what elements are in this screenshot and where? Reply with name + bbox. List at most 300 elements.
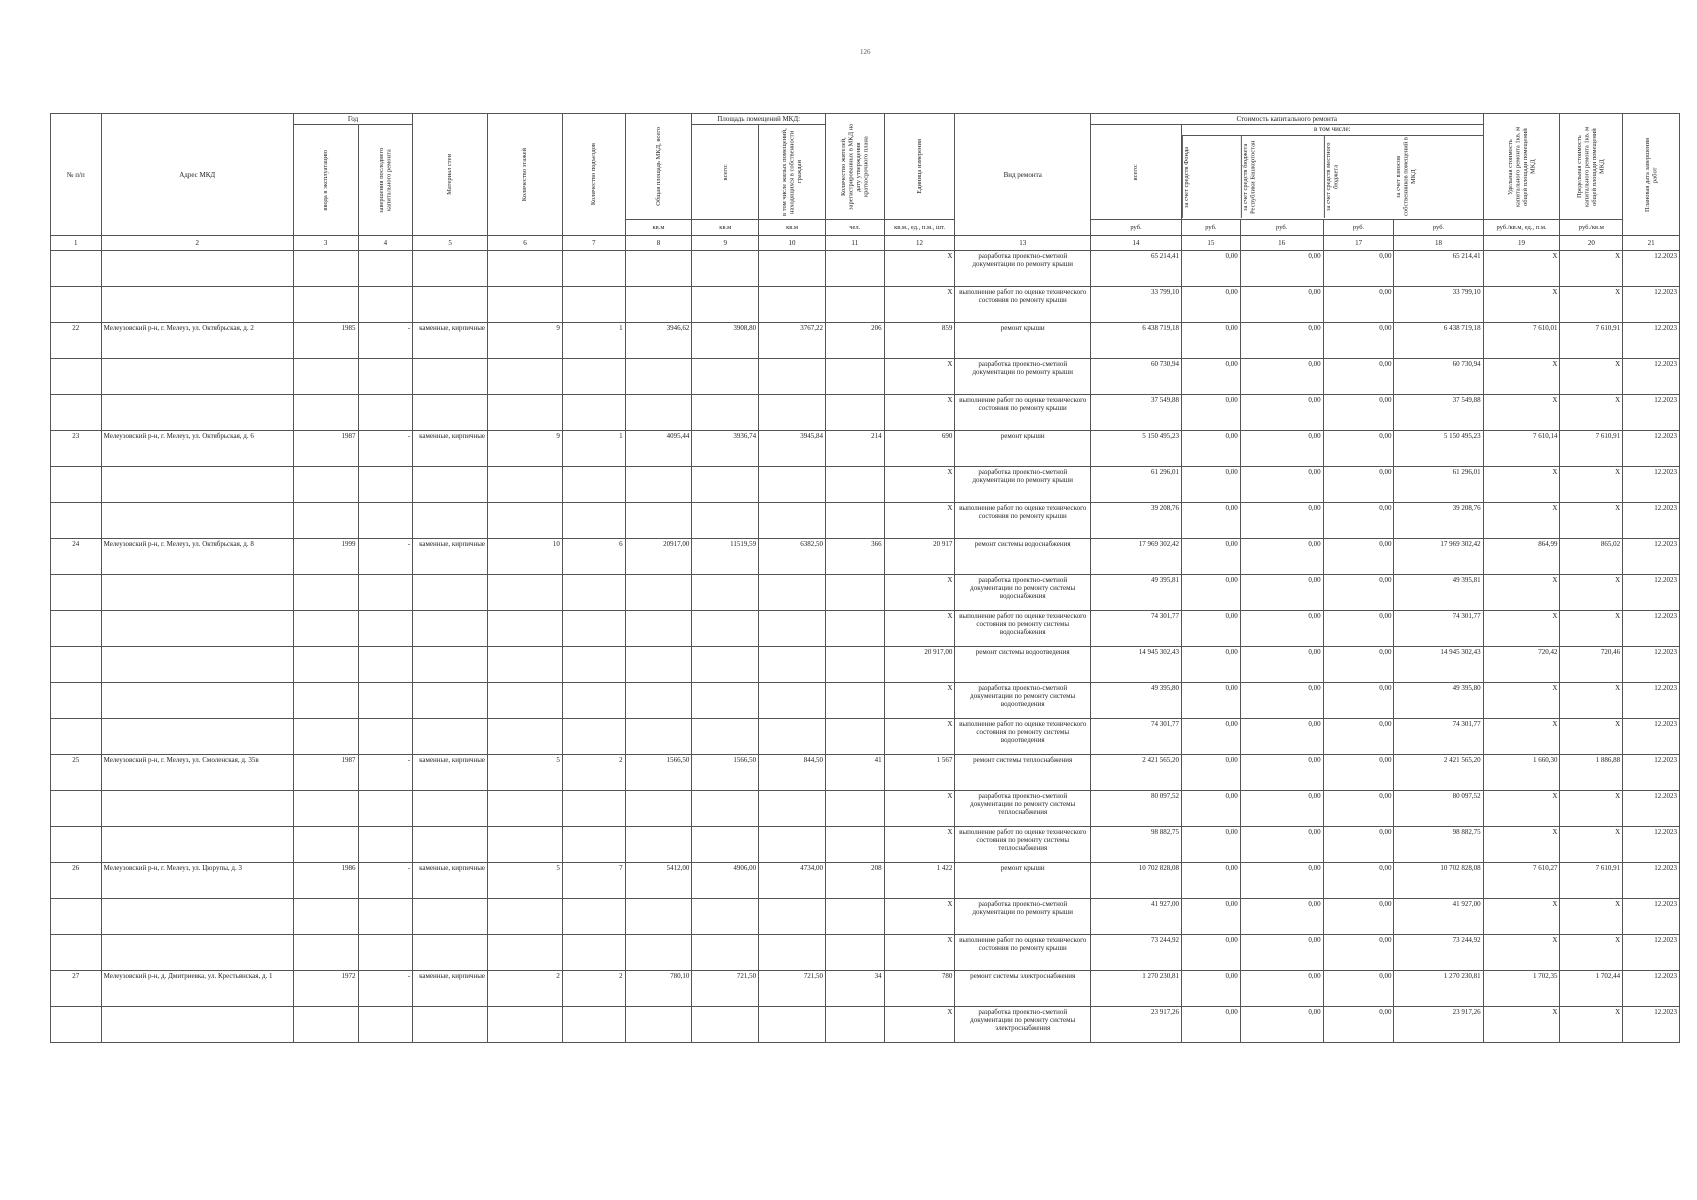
column-number: 15 bbox=[1182, 236, 1241, 251]
unit-cell: 1 567 bbox=[884, 755, 955, 791]
year-cell bbox=[293, 287, 358, 323]
cost-owners-cell: 60 730,94 bbox=[1394, 359, 1483, 395]
material-cell: каменные, кирпичные bbox=[413, 755, 488, 791]
max-cost-cell: 7 610,91 bbox=[1560, 323, 1623, 359]
cost-owners-cell: 33 799,10 bbox=[1394, 287, 1483, 323]
unit-cell: X bbox=[884, 611, 955, 647]
residents-cell bbox=[825, 719, 884, 755]
total-area-cell bbox=[625, 719, 692, 755]
floors-cell: 2 bbox=[488, 971, 563, 1007]
cost-republic-cell: 0,00 bbox=[1240, 899, 1323, 935]
unit-cost-cell: X bbox=[1483, 683, 1560, 719]
year-cell: 1999 bbox=[293, 539, 358, 575]
year-cell: 1987 bbox=[293, 431, 358, 467]
residential-area-cell bbox=[759, 467, 826, 503]
cost-local-cell: 0,00 bbox=[1323, 683, 1394, 719]
cost-total-cell: 33 799,10 bbox=[1090, 287, 1181, 323]
repair-type-cell: разработка проектно-сметной документации по ремонту крыши bbox=[955, 467, 1091, 503]
cost-local-cell: 0,00 bbox=[1323, 899, 1394, 935]
row-number: 24 bbox=[51, 539, 102, 575]
cost-owners-cell: 74 301,77 bbox=[1394, 611, 1483, 647]
plan-date-cell: 12.2023 bbox=[1623, 359, 1680, 395]
residents-cell bbox=[825, 935, 884, 971]
entrances-cell: 1 bbox=[562, 323, 625, 359]
cost-republic-cell: 0,00 bbox=[1240, 503, 1323, 539]
premises-area-cell bbox=[692, 611, 759, 647]
unit-10: кв.м bbox=[759, 220, 826, 236]
residents-cell: 206 bbox=[825, 323, 884, 359]
cost-total-cell: 73 244,92 bbox=[1090, 935, 1181, 971]
max-cost-cell: X bbox=[1560, 683, 1623, 719]
total-area-cell bbox=[625, 251, 692, 287]
plan-date-cell: 12.2023 bbox=[1623, 431, 1680, 467]
unit-cell: 859 bbox=[884, 323, 955, 359]
row-number bbox=[51, 827, 102, 863]
year-cell bbox=[293, 791, 358, 827]
column-number: 18 bbox=[1394, 236, 1483, 251]
residential-area-cell bbox=[759, 575, 826, 611]
table-row bbox=[51, 1007, 1680, 1043]
max-cost-cell: 1 702,44 bbox=[1560, 971, 1623, 1007]
table-row bbox=[51, 575, 1680, 611]
plan-date-cell: 12.2023 bbox=[1623, 467, 1680, 503]
cost-fund-cell: 0,00 bbox=[1182, 899, 1241, 935]
last-repair-cell: - bbox=[358, 539, 413, 575]
row-number bbox=[51, 251, 102, 287]
premises-area-cell bbox=[692, 647, 759, 683]
cost-local-cell: 0,00 bbox=[1323, 359, 1394, 395]
entrances-cell bbox=[562, 1007, 625, 1043]
address-cell bbox=[101, 827, 293, 863]
row-number bbox=[51, 647, 102, 683]
cost-fund-cell: 0,00 bbox=[1182, 395, 1241, 431]
header-cost-owners: за счет взносов собственников помещений в МКД bbox=[1394, 137, 1417, 217]
repair-type-cell: ремонт системы электроснабжения bbox=[955, 971, 1091, 1007]
floors-cell bbox=[488, 611, 563, 647]
max-cost-cell: 1 886,88 bbox=[1560, 755, 1623, 791]
cost-local-cell: 0,00 bbox=[1323, 503, 1394, 539]
unit-cost-cell: 1 702,35 bbox=[1483, 971, 1560, 1007]
cost-fund-cell: 0,00 bbox=[1182, 1007, 1241, 1043]
max-cost-cell: X bbox=[1560, 899, 1623, 935]
last-repair-cell bbox=[358, 611, 413, 647]
repair-type-cell: выполнение работ по оценке технического состояния по ремонту крыши bbox=[955, 935, 1091, 971]
row-number bbox=[51, 719, 102, 755]
floors-cell bbox=[488, 287, 563, 323]
plan-date-cell: 12.2023 bbox=[1623, 647, 1680, 683]
last-repair-cell bbox=[358, 791, 413, 827]
table-row bbox=[51, 863, 1680, 899]
cost-republic-cell: 0,00 bbox=[1240, 647, 1323, 683]
unit-15: руб. bbox=[1182, 220, 1241, 236]
material-cell bbox=[413, 575, 488, 611]
header-unit: Единица измерения bbox=[884, 114, 955, 220]
residents-cell bbox=[825, 287, 884, 323]
column-number: 5 bbox=[413, 236, 488, 251]
year-cell: 1987 bbox=[293, 755, 358, 791]
address-cell: Мелеузовский р-н, д. Дмитриевка, ул. Крестьянская, д. 1 bbox=[101, 971, 293, 1007]
column-number: 16 bbox=[1240, 236, 1323, 251]
entrances-cell bbox=[562, 395, 625, 431]
plan-date-cell: 12.2023 bbox=[1623, 539, 1680, 575]
last-repair-cell bbox=[358, 395, 413, 431]
repair-type-cell: выполнение работ по оценке технического состояния по ремонту системы водоснабжения bbox=[955, 611, 1091, 647]
header-address: Адрес МКД bbox=[101, 114, 293, 236]
repair-type-cell: выполнение работ по оценке технического состояния по ремонту крыши bbox=[955, 395, 1091, 431]
max-cost-cell: X bbox=[1560, 719, 1623, 755]
total-area-cell bbox=[625, 791, 692, 827]
last-repair-cell: - bbox=[358, 323, 413, 359]
table-row bbox=[51, 359, 1680, 395]
unit-cost-cell: X bbox=[1483, 359, 1560, 395]
cost-total-cell: 5 150 495,23 bbox=[1090, 431, 1181, 467]
cost-local-cell: 0,00 bbox=[1323, 323, 1394, 359]
max-cost-cell: 720,46 bbox=[1560, 647, 1623, 683]
residential-area-cell: 3945,84 bbox=[759, 431, 826, 467]
cost-total-cell: 49 395,80 bbox=[1090, 683, 1181, 719]
last-repair-cell: - bbox=[358, 431, 413, 467]
premises-area-cell: 3908,80 bbox=[692, 323, 759, 359]
last-repair-cell bbox=[358, 575, 413, 611]
repair-type-cell: разработка проектно-сметной документации по ремонту крыши bbox=[955, 899, 1091, 935]
column-number: 9 bbox=[692, 236, 759, 251]
cost-republic-cell: 0,00 bbox=[1240, 251, 1323, 287]
cost-total-cell: 2 421 565,20 bbox=[1090, 755, 1181, 791]
unit-cell: X bbox=[884, 935, 955, 971]
address-cell bbox=[101, 1007, 293, 1043]
max-cost-cell: X bbox=[1560, 359, 1623, 395]
residents-cell bbox=[825, 611, 884, 647]
cost-local-cell: 0,00 bbox=[1323, 755, 1394, 791]
cost-total-cell: 65 214,41 bbox=[1090, 251, 1181, 287]
address-cell bbox=[101, 359, 293, 395]
material-cell bbox=[413, 611, 488, 647]
floors-cell bbox=[488, 359, 563, 395]
address-cell: Мелеузовский р-н, г. Мелеуз, ул. Октябрьская, д. 8 bbox=[101, 539, 293, 575]
entrances-cell bbox=[562, 935, 625, 971]
plan-date-cell: 12.2023 bbox=[1623, 935, 1680, 971]
material-cell bbox=[413, 899, 488, 935]
unit-cell: X bbox=[884, 287, 955, 323]
residents-cell bbox=[825, 251, 884, 287]
residential-area-cell bbox=[759, 287, 826, 323]
cost-republic-cell: 0,00 bbox=[1240, 683, 1323, 719]
residential-area-cell bbox=[759, 647, 826, 683]
entrances-cell bbox=[562, 827, 625, 863]
cost-fund-cell: 0,00 bbox=[1182, 467, 1241, 503]
cost-owners-cell: 14 945 302,43 bbox=[1394, 647, 1483, 683]
table-row bbox=[51, 539, 1680, 575]
header-cost-subcols bbox=[1182, 136, 1483, 218]
year-cell: 1985 bbox=[293, 323, 358, 359]
unit-cost-cell: X bbox=[1483, 395, 1560, 431]
unit-cell: X bbox=[884, 683, 955, 719]
table-row bbox=[51, 611, 1680, 647]
last-repair-cell bbox=[358, 503, 413, 539]
header-total-area: Общая площадь МКД, всего bbox=[625, 114, 692, 220]
material-cell bbox=[413, 287, 488, 323]
cost-owners-cell: 37 549,88 bbox=[1394, 395, 1483, 431]
year-cell bbox=[293, 503, 358, 539]
residents-cell: 366 bbox=[825, 539, 884, 575]
entrances-cell bbox=[562, 719, 625, 755]
residential-area-cell bbox=[759, 395, 826, 431]
cost-fund-cell: 0,00 bbox=[1182, 647, 1241, 683]
cost-local-cell: 0,00 bbox=[1323, 791, 1394, 827]
plan-date-cell: 12.2023 bbox=[1623, 863, 1680, 899]
row-number bbox=[51, 287, 102, 323]
cost-total-cell: 74 301,77 bbox=[1090, 611, 1181, 647]
premises-area-cell: 11519,59 bbox=[692, 539, 759, 575]
cost-local-cell: 0,00 bbox=[1323, 287, 1394, 323]
premises-area-cell bbox=[692, 359, 759, 395]
residential-area-cell: 4734,00 bbox=[759, 863, 826, 899]
residential-area-cell bbox=[759, 359, 826, 395]
max-cost-cell: X bbox=[1560, 791, 1623, 827]
max-cost-cell: X bbox=[1560, 251, 1623, 287]
cost-owners-cell: 65 214,41 bbox=[1394, 251, 1483, 287]
last-repair-cell bbox=[358, 899, 413, 935]
floors-cell bbox=[488, 899, 563, 935]
column-number: 14 bbox=[1090, 236, 1181, 251]
material-cell bbox=[413, 647, 488, 683]
unit-cell: 780 bbox=[884, 971, 955, 1007]
residents-cell bbox=[825, 791, 884, 827]
residents-cell bbox=[825, 575, 884, 611]
repair-plan-table bbox=[50, 113, 1680, 1043]
repair-type-cell: ремонт крыши bbox=[955, 863, 1091, 899]
repair-type-cell: ремонт крыши bbox=[955, 431, 1091, 467]
unit-cost-cell: X bbox=[1483, 287, 1560, 323]
cost-fund-cell: 0,00 bbox=[1182, 611, 1241, 647]
table-row bbox=[51, 935, 1680, 971]
entrances-cell bbox=[562, 647, 625, 683]
address-cell bbox=[101, 251, 293, 287]
residents-cell: 214 bbox=[825, 431, 884, 467]
max-cost-cell: X bbox=[1560, 935, 1623, 971]
plan-date-cell: 12.2023 bbox=[1623, 251, 1680, 287]
repair-type-cell: разработка проектно-сметной документации по ремонту системы водоснабжения bbox=[955, 575, 1091, 611]
residents-cell: 41 bbox=[825, 755, 884, 791]
row-number bbox=[51, 467, 102, 503]
address-cell bbox=[101, 899, 293, 935]
total-area-cell: 4095,44 bbox=[625, 431, 692, 467]
entrances-cell bbox=[562, 899, 625, 935]
year-cell bbox=[293, 251, 358, 287]
total-area-cell bbox=[625, 899, 692, 935]
entrances-cell bbox=[562, 503, 625, 539]
unit-cell: X bbox=[884, 719, 955, 755]
premises-area-cell bbox=[692, 827, 759, 863]
year-cell bbox=[293, 467, 358, 503]
cost-local-cell: 0,00 bbox=[1323, 467, 1394, 503]
cost-fund-cell: 0,00 bbox=[1182, 971, 1241, 1007]
plan-date-cell: 12.2023 bbox=[1623, 611, 1680, 647]
unit-cost-cell: X bbox=[1483, 467, 1560, 503]
residents-cell bbox=[825, 359, 884, 395]
floors-cell bbox=[488, 251, 563, 287]
entrances-cell: 2 bbox=[562, 755, 625, 791]
cost-total-cell: 49 395,81 bbox=[1090, 575, 1181, 611]
floors-cell: 9 bbox=[488, 323, 563, 359]
material-cell bbox=[413, 359, 488, 395]
column-number: 7 bbox=[562, 236, 625, 251]
unit-cost-cell: X bbox=[1483, 791, 1560, 827]
unit-cell: X bbox=[884, 899, 955, 935]
cost-local-cell: 0,00 bbox=[1323, 539, 1394, 575]
cost-total-cell: 74 301,77 bbox=[1090, 719, 1181, 755]
column-number: 3 bbox=[293, 236, 358, 251]
unit-cost-cell: 7 610,01 bbox=[1483, 323, 1560, 359]
premises-area-cell bbox=[692, 395, 759, 431]
residential-area-cell bbox=[759, 251, 826, 287]
residential-area-cell bbox=[759, 899, 826, 935]
cost-total-cell: 10 702 828,08 bbox=[1090, 863, 1181, 899]
cost-local-cell: 0,00 bbox=[1323, 611, 1394, 647]
max-cost-cell: X bbox=[1560, 1007, 1623, 1043]
header-cost-local: за счет средств местного бюджета bbox=[1324, 136, 1395, 218]
cost-republic-cell: 0,00 bbox=[1240, 755, 1323, 791]
total-area-cell bbox=[625, 359, 692, 395]
material-cell bbox=[413, 1007, 488, 1043]
row-number: 25 bbox=[51, 755, 102, 791]
cost-republic-cell: 0,00 bbox=[1240, 971, 1323, 1007]
year-cell bbox=[293, 1007, 358, 1043]
cost-republic-cell: 0,00 bbox=[1240, 719, 1323, 755]
floors-cell: 5 bbox=[488, 755, 563, 791]
cost-fund-cell: 0,00 bbox=[1182, 827, 1241, 863]
residential-area-cell: 6382,50 bbox=[759, 539, 826, 575]
address-cell bbox=[101, 791, 293, 827]
unit-8: кв.м bbox=[625, 220, 692, 236]
material-cell: каменные, кирпичные bbox=[413, 431, 488, 467]
cost-owners-cell: 6 438 719,18 bbox=[1394, 323, 1483, 359]
repair-type-cell: разработка проектно-сметной документации по ремонту крыши bbox=[955, 251, 1091, 287]
premises-area-cell bbox=[692, 683, 759, 719]
repair-type-cell: разработка проектно-сметной документации по ремонту крыши bbox=[955, 359, 1091, 395]
row-number bbox=[51, 899, 102, 935]
header-cost-fund: за счет средств Фонда bbox=[1182, 136, 1241, 218]
cost-local-cell: 0,00 bbox=[1323, 647, 1394, 683]
premises-area-cell: 721,50 bbox=[692, 971, 759, 1007]
total-area-cell: 3946,62 bbox=[625, 323, 692, 359]
max-cost-cell: X bbox=[1560, 287, 1623, 323]
cost-total-cell: 61 296,01 bbox=[1090, 467, 1181, 503]
cost-total-cell: 98 882,75 bbox=[1090, 827, 1181, 863]
material-cell bbox=[413, 503, 488, 539]
residential-area-cell: 721,50 bbox=[759, 971, 826, 1007]
cost-fund-cell: 0,00 bbox=[1182, 503, 1241, 539]
plan-date-cell: 12.2023 bbox=[1623, 323, 1680, 359]
floors-cell bbox=[488, 395, 563, 431]
unit-cost-cell: 1 660,30 bbox=[1483, 755, 1560, 791]
unit-cell: 1 422 bbox=[884, 863, 955, 899]
floors-cell bbox=[488, 1007, 563, 1043]
header-wall-material: Материал стен bbox=[413, 114, 488, 236]
entrances-cell bbox=[562, 467, 625, 503]
last-repair-cell: - bbox=[358, 971, 413, 1007]
material-cell bbox=[413, 791, 488, 827]
floors-cell bbox=[488, 575, 563, 611]
cost-fund-cell: 0,00 bbox=[1182, 719, 1241, 755]
residents-cell: 34 bbox=[825, 971, 884, 1007]
row-number bbox=[51, 791, 102, 827]
address-cell bbox=[101, 683, 293, 719]
residents-cell: 208 bbox=[825, 863, 884, 899]
address-cell: Мелеузовский р-н, г. Мелеуз, ул. Октябрьская, д. 6 bbox=[101, 431, 293, 467]
entrances-cell bbox=[562, 251, 625, 287]
floors-cell bbox=[488, 467, 563, 503]
cost-republic-cell: 0,00 bbox=[1240, 287, 1323, 323]
premises-area-cell bbox=[692, 503, 759, 539]
floors-cell: 10 bbox=[488, 539, 563, 575]
cost-fund-cell: 0,00 bbox=[1182, 683, 1241, 719]
repair-type-cell: ремонт системы водоснабжения bbox=[955, 539, 1091, 575]
material-cell bbox=[413, 251, 488, 287]
cost-local-cell: 0,00 bbox=[1323, 971, 1394, 1007]
address-cell bbox=[101, 287, 293, 323]
cost-owners-cell: 10 702 828,08 bbox=[1394, 863, 1483, 899]
material-cell bbox=[413, 395, 488, 431]
address-cell bbox=[101, 935, 293, 971]
row-number: 27 bbox=[51, 971, 102, 1007]
residential-area-cell bbox=[759, 935, 826, 971]
year-cell bbox=[293, 719, 358, 755]
total-area-cell bbox=[625, 467, 692, 503]
last-repair-cell bbox=[358, 683, 413, 719]
plan-date-cell: 12.2023 bbox=[1623, 827, 1680, 863]
cost-local-cell: 0,00 bbox=[1323, 431, 1394, 467]
unit-19: руб./кв.м, ед., п.м. bbox=[1483, 220, 1560, 236]
unit-cost-cell: X bbox=[1483, 935, 1560, 971]
unit-cell: X bbox=[884, 791, 955, 827]
premises-area-cell: 3936,74 bbox=[692, 431, 759, 467]
floors-cell: 9 bbox=[488, 431, 563, 467]
unit-16: руб. bbox=[1240, 220, 1323, 236]
header-cost-republic: за счет средств бюджета Республики Башкортостан bbox=[1241, 136, 1324, 218]
max-cost-cell: X bbox=[1560, 467, 1623, 503]
last-repair-cell bbox=[358, 467, 413, 503]
total-area-cell: 5412,00 bbox=[625, 863, 692, 899]
last-repair-cell: - bbox=[358, 863, 413, 899]
max-cost-cell: 7 610,91 bbox=[1560, 863, 1623, 899]
cost-local-cell: 0,00 bbox=[1323, 863, 1394, 899]
year-cell bbox=[293, 647, 358, 683]
premises-area-cell bbox=[692, 251, 759, 287]
table-row bbox=[51, 323, 1680, 359]
row-number bbox=[51, 611, 102, 647]
table-row bbox=[51, 827, 1680, 863]
material-cell bbox=[413, 719, 488, 755]
cost-republic-cell: 0,00 bbox=[1240, 935, 1323, 971]
address-cell bbox=[101, 647, 293, 683]
address-cell: Мелеузовский р-н, г. Мелеуз, ул. Октябрьская, д. 2 bbox=[101, 323, 293, 359]
unit-cell: X bbox=[884, 251, 955, 287]
residents-cell bbox=[825, 503, 884, 539]
plan-date-cell: 12.2023 bbox=[1623, 683, 1680, 719]
unit-cost-cell: X bbox=[1483, 575, 1560, 611]
total-area-cell bbox=[625, 935, 692, 971]
header-premises-group: Площадь помещений МКД: bbox=[692, 114, 826, 125]
premises-area-cell bbox=[692, 575, 759, 611]
premises-area-cell bbox=[692, 719, 759, 755]
table-body bbox=[51, 251, 1680, 1043]
residential-area-cell bbox=[759, 827, 826, 863]
residential-area-cell: 3767,22 bbox=[759, 323, 826, 359]
residential-area-cell bbox=[759, 503, 826, 539]
premises-area-cell bbox=[692, 467, 759, 503]
address-cell bbox=[101, 503, 293, 539]
